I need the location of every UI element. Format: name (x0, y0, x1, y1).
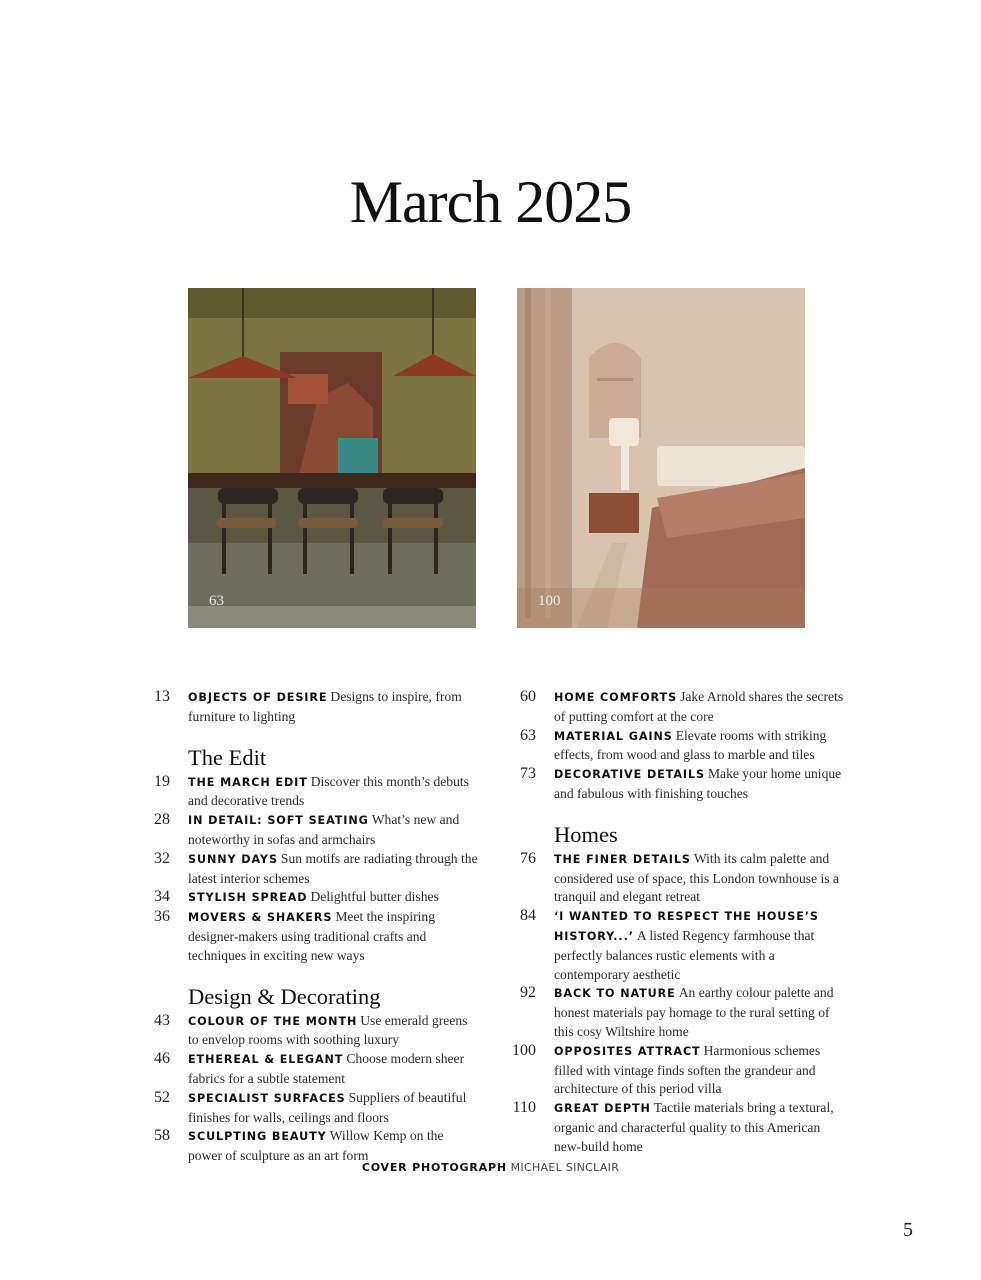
page-number: 5 (903, 1219, 913, 1241)
entry-page-number: 34 (154, 888, 170, 906)
entry-page-number: 84 (520, 907, 536, 925)
entry-description: Delightful butter dishes (310, 889, 439, 905)
contents-entry[interactable] (138, 773, 478, 812)
contents-entry[interactable] (138, 888, 478, 908)
photo-page-number: 63 (209, 593, 224, 609)
entry-page-number: 36 (154, 908, 170, 926)
entry-description: Use emerald greens to envelop rooms with soothing luxury (188, 1012, 468, 1048)
contents-column-left (138, 688, 478, 1166)
entry-page-number: 100 (512, 1041, 536, 1059)
entry-headline: SCULPTING BEAUTY (188, 1130, 327, 1144)
entry-page-number: 60 (520, 688, 536, 705)
entry-description: Discover this month’s debuts and decorative trends (188, 773, 469, 809)
entry-headline: COLOUR OF THE MONTH (188, 1014, 358, 1028)
entry-description: Tactile materials bring a textural, organic and characterful quality to this American new-build home (554, 1100, 834, 1154)
entry-headline: SUNNY DAYS (188, 852, 278, 866)
entry-page-number: 19 (154, 772, 170, 790)
contents-entry[interactable] (504, 1099, 844, 1156)
contents-entry[interactable] (138, 850, 478, 889)
credit-name: MICHAEL SINCLAIR (510, 1161, 620, 1174)
section-heading: Homes (554, 821, 618, 847)
photo-page-number: 100 (538, 593, 561, 609)
entry-headline: THE FINER DETAILS (554, 852, 691, 866)
entry-headline: GREAT DEPTH (554, 1102, 651, 1116)
entry-page-number: 43 (154, 1011, 170, 1029)
entry-headline: MATERIAL GAINS (554, 729, 673, 743)
entry-headline: ETHEREAL & ELEGANT (188, 1053, 344, 1067)
entry-description: Jake Arnold shares the secrets of putting comfort at the core (554, 689, 844, 724)
entry-page-number: 46 (154, 1050, 170, 1068)
section-heading: Design & Decorating (188, 983, 381, 1009)
dining-room-illustration (188, 288, 476, 628)
entry-page-number: 52 (154, 1088, 170, 1106)
entry-headline: BACK TO NATURE (554, 987, 676, 1001)
entry-description: Elevate rooms with striking effects, from wood and glass to marble and tiles (554, 727, 827, 763)
feature-photo-bedroom[interactable] (517, 288, 805, 628)
contents-entry[interactable] (504, 907, 844, 984)
entry-page-number: 92 (520, 984, 536, 1002)
entry-page-number: 32 (154, 849, 170, 867)
entry-description: An earthy colour palette and honest materials pay homage to the rural setting of this cosy Wiltshire home (554, 985, 834, 1039)
entry-description: Willow Kemp on the power of sculpture as an art form (188, 1128, 444, 1164)
entry-description: Make your home unique and fabulous with finishing touches (554, 766, 842, 801)
entry-headline: ‘I WANTED TO RESPECT THE HOUSE’S HISTORY...’ (554, 910, 819, 943)
contents-column-right (504, 688, 844, 1157)
contents-entry[interactable] (504, 984, 844, 1041)
entry-headline: THE MARCH EDIT (188, 775, 308, 789)
contents-entry[interactable] (504, 850, 844, 907)
credit-label: COVER PHOTOGRAPH (361, 1161, 507, 1174)
entry-page-number: 76 (520, 849, 536, 867)
entry-description: Meet the inspiring designer-makers using traditional crafts and techniques in exciting new ways (188, 909, 435, 963)
entry-page-number: 13 (154, 688, 170, 705)
page-title: March 2025 (349, 169, 632, 235)
entry-description: What’s new and noteworthy in sofas and armchairs (188, 812, 460, 847)
feature-photo-dining-room[interactable] (188, 288, 476, 628)
contents-entry[interactable] (138, 811, 478, 850)
entry-page-number: 58 (154, 1127, 170, 1145)
entry-description: Suppliers of beautiful finishes for walls, ceilings and floors (188, 1089, 467, 1125)
entry-description: With its calm palette and considered use of space, this London townhouse is a tranquil and elegant retreat (554, 850, 840, 905)
entry-headline: OBJECTS OF DESIRE (188, 691, 328, 704)
bedroom-illustration (517, 288, 805, 628)
contents-entry[interactable] (138, 1050, 478, 1089)
contents-entry[interactable] (504, 688, 844, 727)
entry-headline: SPECIALIST SURFACES (188, 1091, 346, 1105)
contents-entry[interactable] (504, 727, 844, 766)
entry-description: Designs to inspire, from furniture to lighting (188, 689, 462, 724)
entry-description: Sun motifs are radiating through the latest interior schemes (188, 850, 478, 886)
entry-headline: OPPOSITES ATTRACT (554, 1044, 701, 1058)
entry-page-number: 73 (520, 765, 536, 783)
entry-headline: IN DETAIL: SOFT SEATING (188, 814, 369, 828)
entry-page-number: 28 (154, 811, 170, 829)
contents-entry[interactable] (504, 765, 844, 804)
entry-description: A listed Regency farmhouse that perfectly balances rustic elements with a contemporary aesthetic (554, 927, 815, 982)
entry-headline: HOME COMFORTS (554, 691, 678, 704)
entry-page-number: 63 (520, 726, 536, 744)
entry-description: Choose modern sheer fabrics for a subtle statement (188, 1051, 465, 1086)
contents-entry[interactable] (504, 1042, 844, 1099)
contents-entry[interactable] (138, 1012, 478, 1051)
entry-headline: MOVERS & SHAKERS (188, 911, 333, 925)
entry-headline: STYLISH SPREAD (188, 891, 308, 905)
entry-page-number: 110 (512, 1099, 536, 1117)
entry-headline: DECORATIVE DETAILS (554, 768, 705, 782)
entry-description: Harmonious schemes filled with vintage finds soften the grandeur and architecture of this period villa (554, 1042, 821, 1097)
section-heading: The Edit (188, 744, 267, 770)
cover-photo-credit (0, 1161, 981, 1174)
contents-entry[interactable] (138, 1089, 478, 1128)
contents-entry[interactable] (138, 688, 478, 727)
contents-entry[interactable] (138, 908, 478, 965)
